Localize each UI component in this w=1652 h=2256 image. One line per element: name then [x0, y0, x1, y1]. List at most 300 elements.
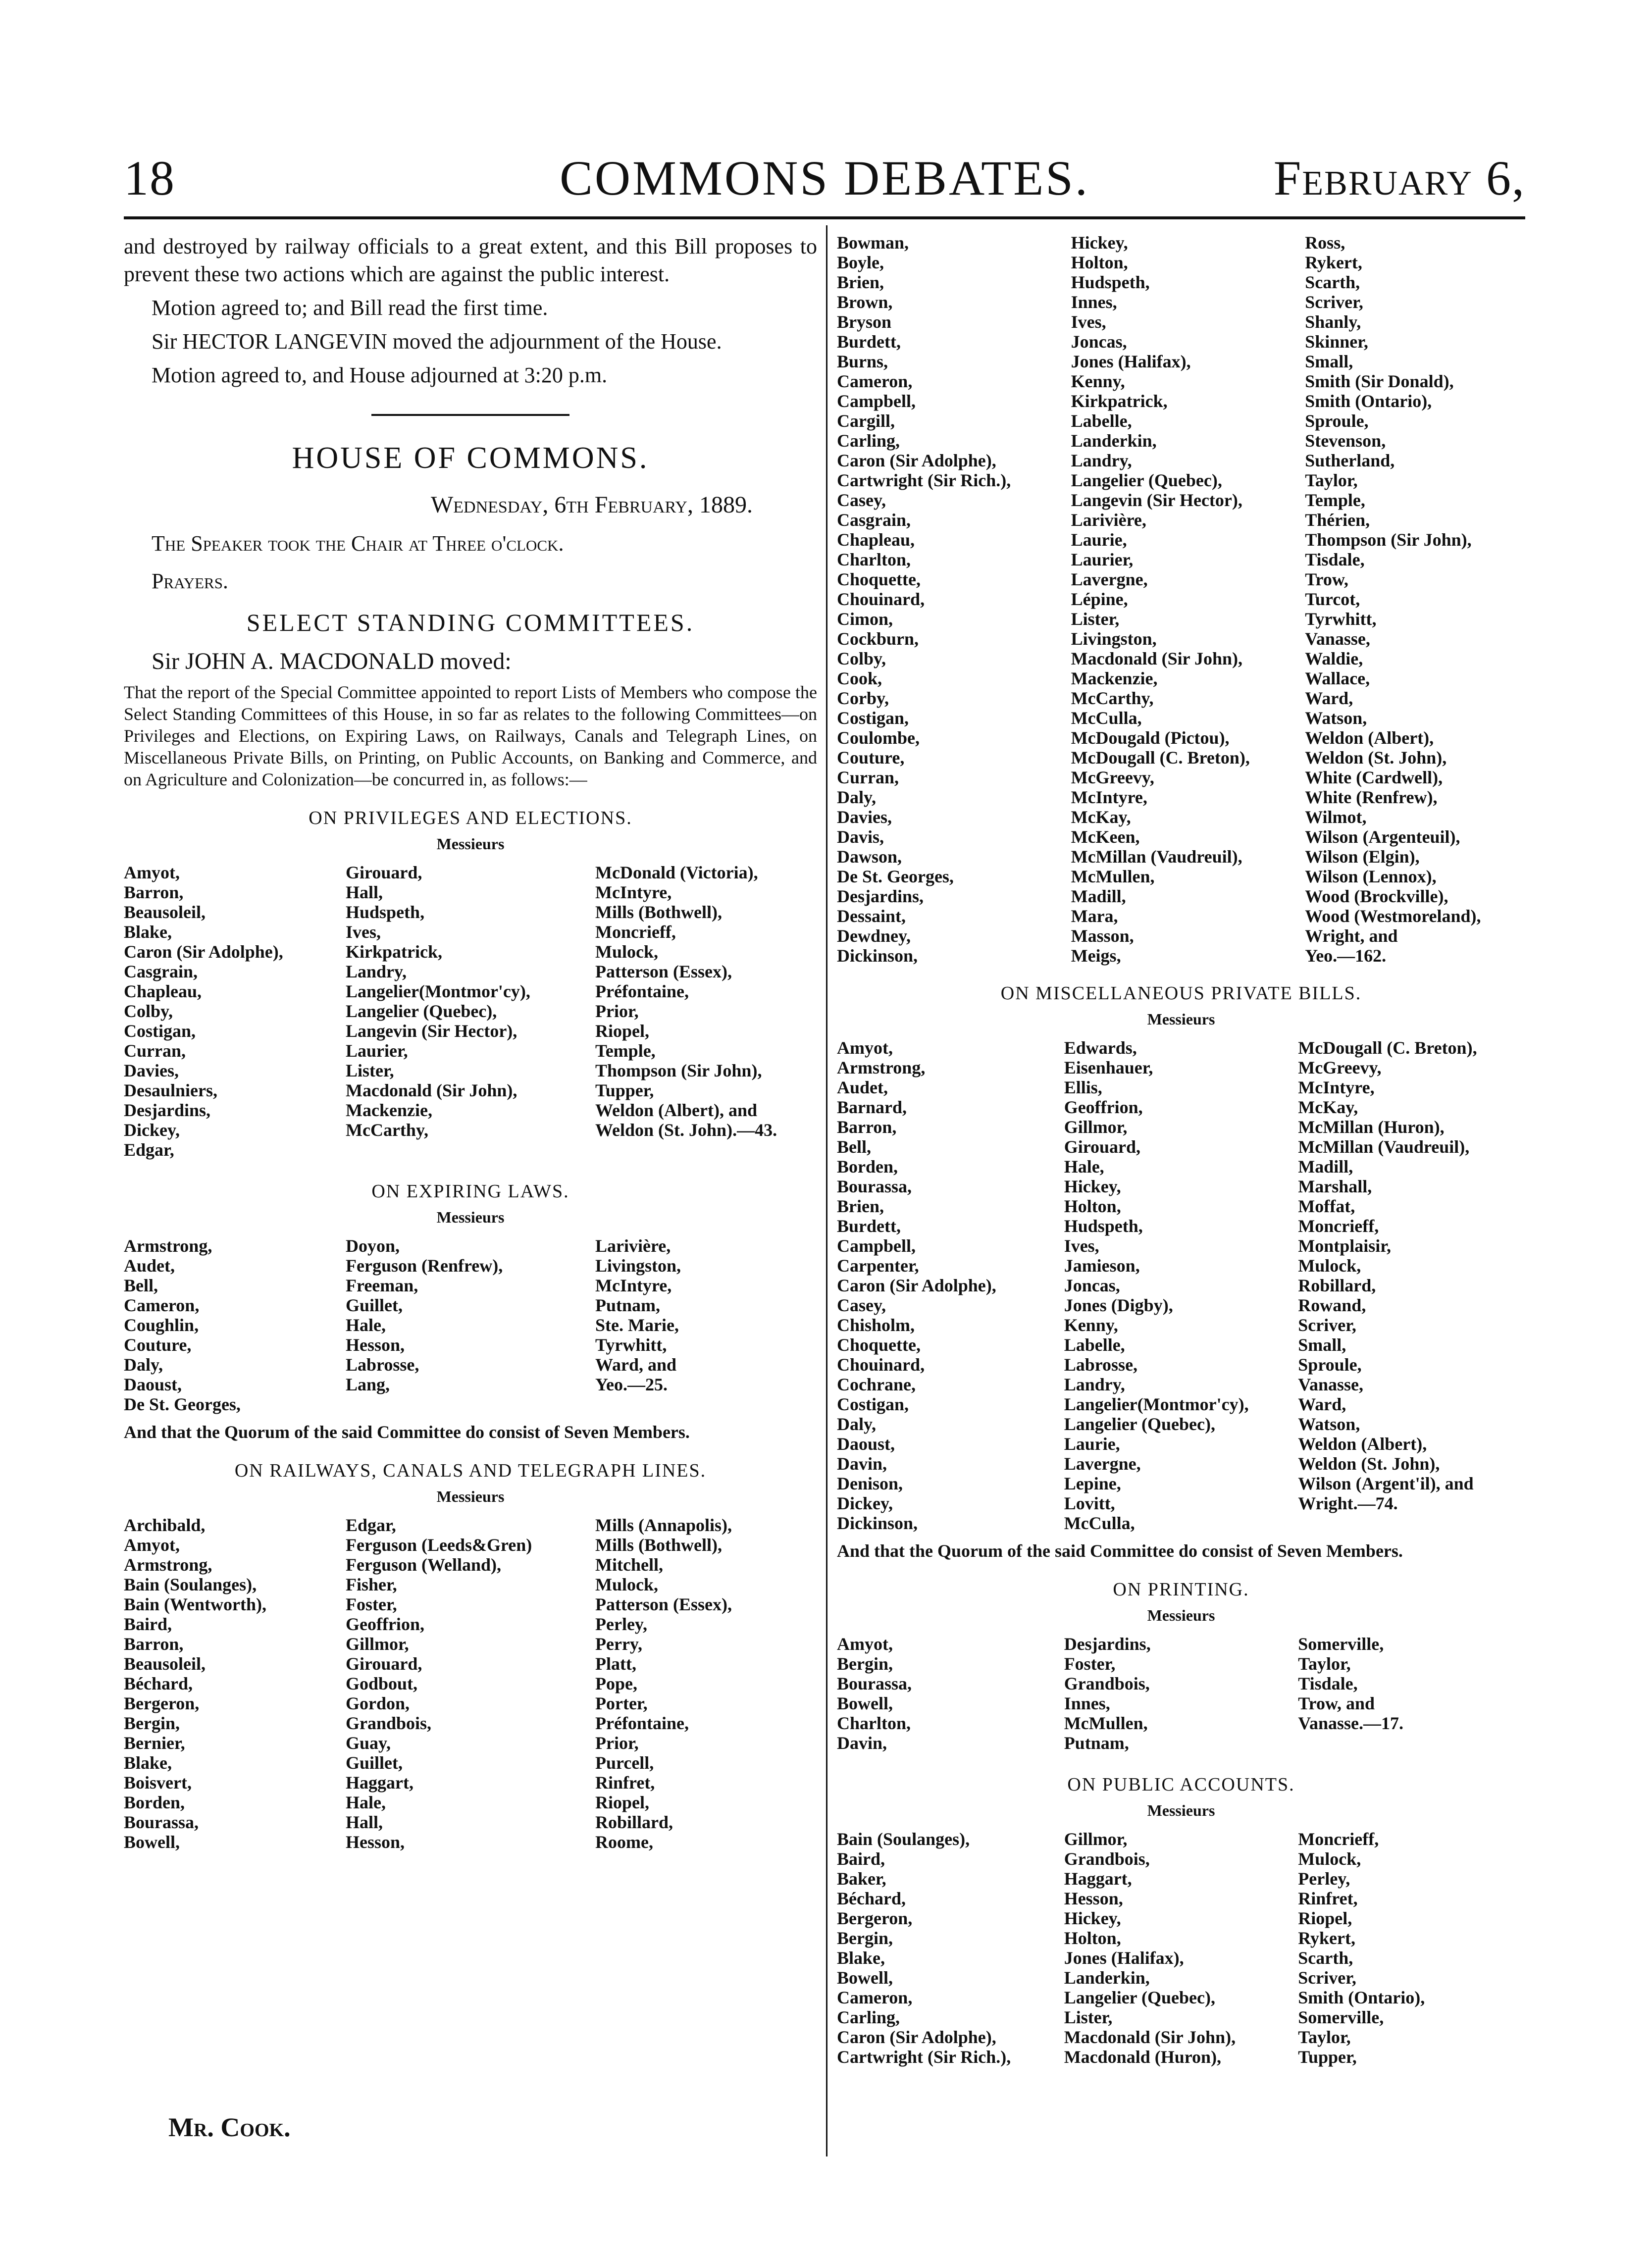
member-name: Charlton, [837, 550, 911, 569]
member-name: Préfontaine, [595, 981, 689, 1001]
member-name: Hudspeth, [346, 902, 425, 922]
member-name: Patterson (Essex), [595, 962, 732, 981]
member-name: Armstrong, [124, 1236, 212, 1256]
member-name: Guillet, [346, 1295, 403, 1315]
member-name: Tisdale, [1298, 1674, 1358, 1693]
railways-members-continued [837, 233, 1525, 966]
member-name: Blake, [124, 922, 172, 942]
member-name: Ives, [346, 922, 381, 942]
column-divider [826, 225, 827, 2156]
member-name: Bergin, [837, 1654, 893, 1674]
member-name: Brien, [837, 272, 884, 292]
member-name: Chapleau, [124, 981, 202, 1001]
member-name: Desaulniers, [124, 1080, 217, 1100]
member-name: Bell, [837, 1137, 871, 1157]
member-name: Préfontaine, [595, 1713, 689, 1733]
member-name: Colby, [837, 649, 886, 668]
expiring-col-2 [346, 1236, 595, 1414]
member-name: McKay, [1298, 1097, 1358, 1117]
member-name: Bain (Wentworth), [124, 1594, 266, 1614]
member-name: Scarth, [1298, 1948, 1353, 1968]
member-name: Cartwright (Sir Rich.), [837, 470, 1011, 490]
member-name: Carling, [837, 2007, 900, 2027]
member-name: Hudspeth, [1064, 1216, 1143, 1236]
member-name: Cartwright (Sir Rich.), [837, 2047, 1011, 2067]
member-name: McMullen, [1071, 867, 1155, 886]
member-name: Daly, [837, 1414, 877, 1434]
member-name: Labelle, [1071, 411, 1132, 431]
member-name: Lepine, [1064, 1474, 1121, 1493]
member-name: Ward, [1305, 688, 1353, 708]
member-name: Bergeron, [837, 1908, 913, 1928]
member-name: Haggart, [346, 1773, 413, 1793]
member-name: Costigan, [124, 1021, 196, 1041]
member-name: Mills (Bothwell), [595, 1535, 722, 1555]
member-name: Tyrwhitt, [595, 1335, 667, 1355]
member-name: Landry, [1071, 451, 1132, 470]
member-name: Innes, [1064, 1693, 1110, 1713]
member-name: Jones (Halifax), [1064, 1948, 1184, 1968]
accounts-messieurs: Messieurs [1147, 1801, 1215, 1819]
member-name: Langelier (Quebec), [1064, 1988, 1215, 2007]
member-name: Barron, [837, 1117, 897, 1137]
member-name: Landerkin, [1071, 431, 1157, 451]
member-name: Foster, [1064, 1654, 1116, 1674]
member-name: Mulock, [1298, 1256, 1361, 1276]
member-name: Casey, [837, 1295, 886, 1315]
member-name: Carpenter, [837, 1256, 919, 1276]
member-name: McGreevy, [1298, 1058, 1382, 1077]
member-name: Ferguson (Leeds&Gren) [346, 1535, 532, 1555]
member-name: Lépine, [1071, 589, 1128, 609]
member-name: Smith (Ontario), [1298, 1988, 1425, 2007]
member-name: Davies, [837, 807, 892, 827]
member-name: Turcot, [1305, 589, 1360, 609]
member-name: Burns, [837, 352, 888, 371]
member-name: Stevenson, [1305, 431, 1386, 451]
member-name: Foster, [346, 1594, 397, 1614]
member-name: Landry, [1064, 1375, 1125, 1394]
member-name: Ellis, [1064, 1077, 1102, 1097]
member-name: Hickey, [1064, 1177, 1121, 1196]
member-name: Hale, [346, 1315, 386, 1335]
accounts-col-2 [1064, 1829, 1298, 2067]
member-name: Cargill, [837, 411, 895, 431]
member-name: Meigs, [1071, 946, 1121, 966]
member-name: Davies, [124, 1061, 179, 1080]
sitting-date: Wednesday, 6th February, 1889. [430, 492, 753, 518]
member-name: Blake, [124, 1753, 172, 1773]
member-name: Tupper, [595, 1080, 654, 1100]
member-name: McDonald (Victoria), [595, 863, 758, 882]
member-name: Beausoleil, [124, 902, 206, 922]
member-name: Madill, [1298, 1157, 1353, 1177]
member-name: Weldon (St. John).—43. [595, 1120, 777, 1140]
member-name: Roome, [595, 1832, 653, 1852]
member-name: Lavergne, [1064, 1454, 1141, 1474]
member-name: Costigan, [837, 1394, 909, 1414]
member-name: Taylor, [1298, 1654, 1351, 1674]
member-name: Hale, [1064, 1157, 1104, 1177]
member-name: Dickinson, [837, 1513, 918, 1533]
member-name: Pope, [595, 1674, 637, 1693]
accounts-col-3 [1298, 1829, 1525, 2067]
member-name: Livingston, [595, 1256, 681, 1276]
member-name: Chouinard, [837, 1355, 925, 1375]
member-name: Skinner, [1305, 332, 1368, 352]
member-name: McKay, [1071, 807, 1131, 827]
member-name: Caron (Sir Adolphe), [837, 2027, 996, 2047]
member-name: Borden, [837, 1157, 898, 1177]
member-name: Edgar, [124, 1140, 174, 1160]
member-name: Ives, [1071, 312, 1106, 332]
member-name: Lister, [1064, 2007, 1113, 2027]
member-name: Shanly, [1305, 312, 1361, 332]
member-name: Marshall, [1298, 1177, 1372, 1196]
member-name: Eisenhauer, [1064, 1058, 1153, 1077]
member-name: Corby, [837, 688, 889, 708]
member-name: McIntyre, [1298, 1077, 1375, 1097]
member-name: McCulla, [1071, 708, 1142, 728]
member-name: Madill, [1071, 886, 1126, 906]
member-name: Colby, [124, 1001, 173, 1021]
privileges-members [124, 863, 817, 1160]
member-name: McMillan (Vaudreuil), [1071, 847, 1242, 867]
member-name: Hickey, [1071, 233, 1128, 253]
prayers-line: Prayers. [152, 569, 228, 593]
member-name: Bernier, [124, 1733, 185, 1753]
member-name: Dawson, [837, 847, 902, 867]
member-name: Dickey, [124, 1120, 180, 1140]
member-name: Fisher, [346, 1575, 397, 1594]
member-name: Langelier (Quebec), [1064, 1414, 1215, 1434]
expiring-col-3 [595, 1236, 817, 1414]
member-name: Geoffrion, [1064, 1097, 1143, 1117]
railways-cont-col-1 [837, 233, 1071, 966]
member-name: Dessaint, [837, 906, 906, 926]
member-name: Brown, [837, 292, 893, 312]
privileges-col-1 [124, 863, 346, 1160]
member-name: Hudspeth, [1071, 272, 1150, 292]
member-name: Bryson [837, 312, 892, 332]
member-name: Waldie, [1305, 649, 1363, 668]
member-name: Gillmor, [1064, 1829, 1128, 1849]
member-name: Baird, [837, 1849, 885, 1869]
header-rule [124, 216, 1525, 219]
member-name: Joncas, [1071, 332, 1127, 352]
member-name: Watson, [1298, 1414, 1360, 1434]
member-name: Langelier (Quebec), [1071, 470, 1222, 490]
railways-cont-col-2 [1071, 233, 1305, 966]
member-name: Prior, [595, 1733, 639, 1753]
member-name: Campbell, [837, 391, 916, 411]
member-name: Rinfret, [1298, 1889, 1358, 1908]
member-name: Laurie, [1064, 1434, 1120, 1454]
member-name: Labelle, [1064, 1335, 1125, 1355]
member-name: McDougall (C. Breton), [1298, 1038, 1477, 1058]
member-name: Campbell, [837, 1236, 916, 1256]
member-name: Macdonald (Sir John), [1071, 649, 1242, 668]
member-name: Chapleau, [837, 530, 915, 550]
printing-col-2 [1064, 1634, 1298, 1753]
member-name: Brien, [837, 1196, 884, 1216]
member-name: Ives, [1064, 1236, 1099, 1256]
member-name: Rinfret, [595, 1773, 655, 1793]
member-name: Sproule, [1305, 411, 1369, 431]
member-name: Bergin, [837, 1928, 893, 1948]
member-name: Labrosse, [346, 1355, 419, 1375]
member-name: Small, [1298, 1335, 1346, 1355]
member-name: Macdonald (Huron), [1064, 2047, 1222, 2067]
member-name: Bowell, [837, 1693, 893, 1713]
adjourned-line: Motion agreed to, and House adjourned at 3:20 p.m. [152, 363, 608, 387]
member-name: Dewdney, [837, 926, 911, 946]
member-name: Girouard, [1064, 1137, 1141, 1157]
member-name: Geoffrion, [346, 1614, 424, 1634]
member-name: Taylor, [1305, 470, 1358, 490]
member-name: McKeen, [1071, 827, 1140, 847]
member-name: Baker, [837, 1869, 886, 1889]
member-name: Hale, [346, 1793, 386, 1812]
member-name: Coughlin, [124, 1315, 199, 1335]
privileges-heading: ON PRIVILEGES AND ELECTIONS. [309, 808, 632, 828]
member-name: Moncrieff, [1298, 1216, 1379, 1236]
section-rule [371, 414, 569, 416]
privileges-messieurs: Messieurs [436, 835, 505, 853]
member-name: Bowell, [124, 1832, 180, 1852]
member-name: Casey, [837, 490, 886, 510]
member-name: Hall, [346, 882, 383, 902]
member-name: Wood (Brockville), [1305, 886, 1448, 906]
member-name: Kenny, [1064, 1315, 1118, 1335]
member-name: Wallace, [1305, 668, 1370, 688]
member-name: McCulla, [1064, 1513, 1135, 1533]
member-name: Labrosse, [1064, 1355, 1138, 1375]
member-name: Scarth, [1305, 272, 1360, 292]
member-name: Casgrain, [124, 962, 198, 981]
member-name: Weldon (Albert), [1305, 728, 1434, 748]
member-name: Wilson (Elgin), [1305, 847, 1420, 867]
member-name: Temple, [1305, 490, 1365, 510]
member-name: Archibald, [124, 1515, 206, 1535]
member-name: Haggart, [1064, 1869, 1132, 1889]
member-name: Wood (Westmoreland), [1305, 906, 1481, 926]
member-name: Mara, [1071, 906, 1118, 926]
member-name: Amyot, [124, 1535, 180, 1555]
member-name: Mulock, [595, 942, 659, 962]
member-name: Boyle, [837, 253, 884, 272]
member-name: Choquette, [837, 569, 921, 589]
member-name: Girouard, [346, 863, 422, 882]
member-name: Temple, [595, 1041, 656, 1061]
railways-col-2 [346, 1515, 595, 1852]
member-name: Rykert, [1305, 253, 1362, 272]
member-name: Armstrong, [837, 1058, 926, 1077]
member-name: Putnam, [595, 1295, 661, 1315]
member-name: Riopel, [595, 1793, 650, 1812]
member-name: Watson, [1305, 708, 1367, 728]
expiring-col-1 [124, 1236, 346, 1414]
member-name: Chouinard, [837, 589, 925, 609]
member-name: Coulombe, [837, 728, 920, 748]
member-name: Perry, [595, 1634, 642, 1654]
member-name: McCarthy, [1071, 688, 1154, 708]
member-name: Rowand, [1298, 1295, 1366, 1315]
member-name: Gillmor, [1064, 1117, 1128, 1137]
member-name: Laurier, [1071, 550, 1134, 569]
misc-members [837, 1038, 1525, 1533]
member-name: Bell, [124, 1276, 158, 1295]
member-name: Casgrain, [837, 510, 911, 530]
railways-col-3 [595, 1515, 817, 1852]
misc-col-3 [1298, 1038, 1525, 1533]
member-name: Daoust, [837, 1434, 895, 1454]
member-name: Desjardins, [1064, 1634, 1151, 1654]
member-name: Prior, [595, 1001, 639, 1021]
member-name: Purcell, [595, 1753, 654, 1773]
member-name: Moffat, [1298, 1196, 1355, 1216]
member-name: Edwards, [1064, 1038, 1137, 1058]
member-name: Couture, [837, 748, 905, 768]
first-reading-motion: Motion agreed to; and Bill read the first time. [152, 296, 548, 320]
member-name: McDougald (Pictou), [1071, 728, 1230, 748]
member-name: Weldon (Albert), [1298, 1434, 1427, 1454]
member-name: Somerville, [1298, 1634, 1384, 1654]
member-name: Audet, [124, 1256, 175, 1276]
member-name: Larivière, [1071, 510, 1146, 530]
member-name: Cimon, [837, 609, 893, 629]
member-name: Thompson (Sir John), [595, 1061, 762, 1080]
member-name: Ferguson (Welland), [346, 1555, 502, 1575]
member-name: Chisholm, [837, 1315, 915, 1335]
member-name: Cameron, [124, 1295, 200, 1315]
member-name: Cameron, [837, 1988, 913, 2007]
journal-title: COMMONS DEBATES. [560, 151, 1089, 205]
member-name: Rykert, [1298, 1928, 1355, 1948]
member-name: McIntyre, [1071, 787, 1147, 807]
member-name: Lister, [1071, 609, 1120, 629]
railways-col-1 [124, 1515, 346, 1852]
member-name: Wright, and [1305, 926, 1398, 946]
member-name: Weldon (Albert), and [595, 1100, 758, 1120]
member-name: Moncrieff, [1298, 1829, 1379, 1849]
member-name: Scriver, [1298, 1968, 1356, 1988]
member-name: Yeo.—25. [595, 1375, 668, 1394]
member-name: Montplaisir, [1298, 1236, 1391, 1256]
member-name: Ste. Marie, [595, 1315, 679, 1335]
member-name: Bain (Soulanges), [837, 1829, 970, 1849]
member-name: McMullen, [1064, 1713, 1148, 1733]
motion-text: That the report of the Special Committee appointed to report Lists of Members who compose the Select Standing Committees of this House, in so far as relates to the following Committees—on Privileges and Elections, on Expiring Laws, on Railways, Canals and Telegraph Lines, on Miscellaneous Private Bills, on Printing, on Public Accounts, on Banking and Commerce, and on Agriculture and Colonization—be concurred in, as follows:— [124, 682, 817, 789]
member-name: Freeman, [346, 1276, 418, 1295]
member-name: Innes, [1071, 292, 1117, 312]
member-name: Davin, [837, 1733, 887, 1753]
member-name: Bergin, [124, 1713, 180, 1733]
privileges-col-3 [595, 863, 817, 1160]
running-header [124, 149, 1525, 223]
header-date: February 6, [1273, 151, 1525, 205]
railways-heading: ON RAILWAYS, CANALS AND TELEGRAPH LINES. [234, 1460, 707, 1481]
member-name: Grandbois, [1064, 1674, 1150, 1693]
member-name: Choquette, [837, 1335, 921, 1355]
member-name: Grandbois, [1064, 1849, 1150, 1869]
member-name: Grandbois, [346, 1713, 432, 1733]
member-name: Bourassa, [837, 1674, 912, 1693]
member-name: Daly, [124, 1355, 163, 1375]
member-name: McMillan (Huron), [1298, 1117, 1445, 1137]
member-name: Macdonald (Sir John), [346, 1080, 517, 1100]
member-name: Ross, [1305, 233, 1345, 253]
member-name: Lavergne, [1071, 569, 1148, 589]
member-name: Mitchell, [595, 1555, 663, 1575]
member-name: Holton, [1064, 1196, 1121, 1216]
right-column [837, 233, 1525, 2072]
member-name: McDougall (C. Breton), [1071, 748, 1250, 768]
member-name: Langevin (Sir Hector), [346, 1021, 517, 1041]
member-name: Audet, [837, 1077, 888, 1097]
printing-messieurs: Messieurs [1147, 1606, 1215, 1624]
member-name: Trow, and [1298, 1693, 1375, 1713]
member-name: Girouard, [346, 1654, 422, 1674]
member-name: Somerville, [1298, 2007, 1384, 2027]
member-name: Platt, [595, 1654, 636, 1674]
member-name: Langevin (Sir Hector), [1071, 490, 1242, 510]
member-name: Vanasse, [1298, 1375, 1363, 1394]
member-name: Mackenzie, [1071, 668, 1158, 688]
member-name: Guillet, [346, 1753, 403, 1773]
accounts-col-1 [837, 1829, 1064, 2067]
member-name: Barnard, [837, 1097, 907, 1117]
member-name: Ward, [1298, 1394, 1346, 1414]
member-name: Boisvert, [124, 1773, 192, 1793]
member-name: Amyot, [837, 1038, 893, 1058]
member-name: Langelier(Montmor'cy), [1064, 1394, 1249, 1414]
member-name: Couture, [124, 1335, 192, 1355]
printing-heading: ON PRINTING. [1113, 1579, 1249, 1600]
member-name: Carling, [837, 431, 900, 451]
member-name: McGreevy, [1071, 768, 1154, 787]
member-name: Moncrieff, [595, 922, 676, 942]
left-column [124, 233, 817, 1857]
expiring-heading: ON EXPIRING LAWS. [371, 1181, 569, 1202]
member-name: Béchard, [837, 1889, 906, 1908]
member-name: Yeo.—162. [1305, 946, 1387, 966]
member-name: Joncas, [1064, 1276, 1120, 1295]
member-name: Smith (Sir Donald), [1305, 371, 1454, 391]
member-name: Perley, [1298, 1869, 1350, 1889]
member-name: Holton, [1071, 253, 1128, 272]
member-name: Armstrong, [124, 1555, 212, 1575]
mover-line: Sir JOHN A. MACDONALD moved: [152, 648, 512, 674]
member-name: Caron (Sir Adolphe), [124, 942, 283, 962]
member-name: McIntyre, [595, 882, 672, 902]
member-name: Charlton, [837, 1713, 911, 1733]
member-name: Barron, [124, 1634, 184, 1654]
member-name: Vanasse.—17. [1298, 1713, 1403, 1733]
member-name: Kenny, [1071, 371, 1125, 391]
member-name: Wilson (Argenteuil), [1305, 827, 1460, 847]
member-name: Caron (Sir Adolphe), [837, 1276, 996, 1295]
member-name: Bowell, [837, 1968, 893, 1988]
member-name: White (Renfrew), [1305, 787, 1438, 807]
member-name: Riopel, [1298, 1908, 1352, 1928]
member-name: Laurier, [346, 1041, 408, 1061]
member-name: Weldon (St. John), [1305, 748, 1447, 768]
member-name: Scriver, [1298, 1315, 1356, 1335]
member-name: Burdett, [837, 1216, 901, 1236]
member-name: Doyon, [346, 1236, 400, 1256]
member-name: Taylor, [1298, 2027, 1351, 2047]
